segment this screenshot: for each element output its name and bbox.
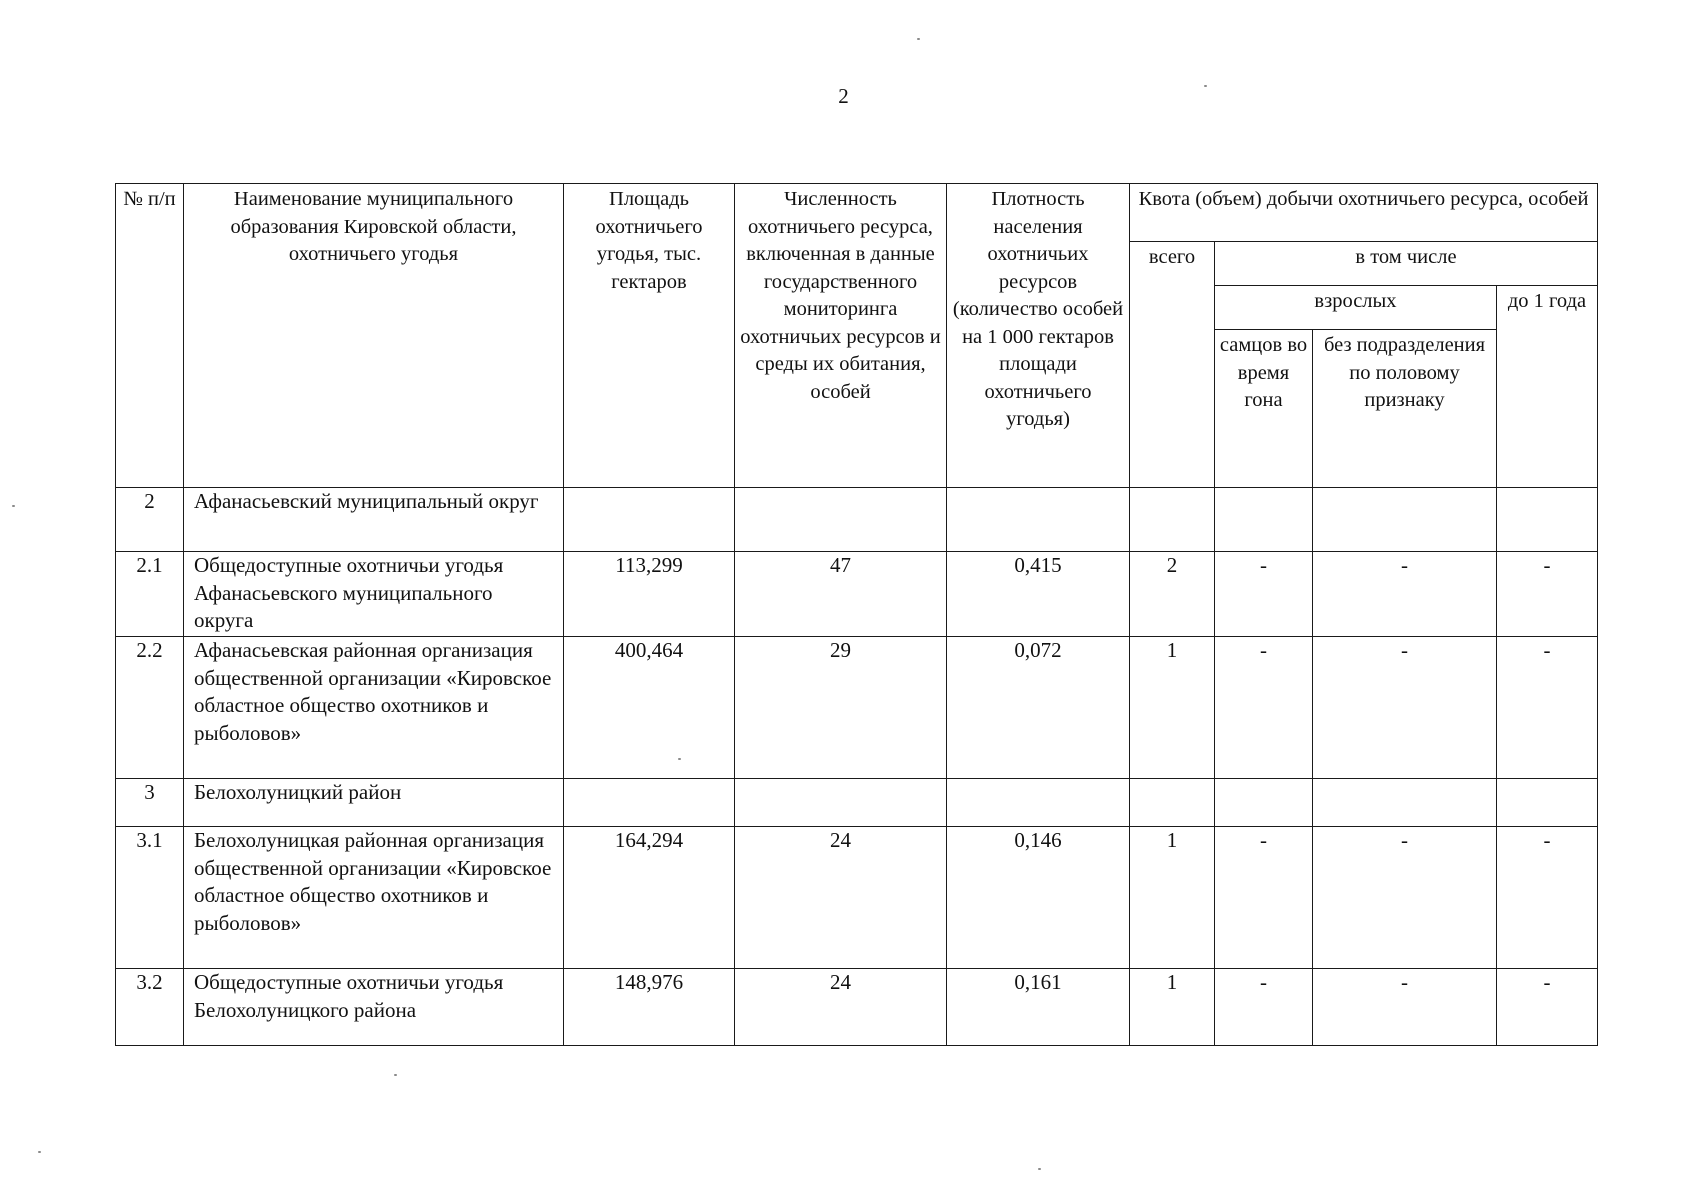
table-row [116,488,1598,552]
row-males-rut: - [1215,827,1313,969]
quota-table [115,183,1598,1046]
row-area: 400,464 [564,637,735,779]
row-total [1130,779,1215,827]
row-population [735,779,947,827]
header-population: Численность охотничьего ресурса, включенная в данные государственного мониторинга охотничьих ресурсов и среды их обитания, особей [735,184,947,488]
header-name: Наименование муниципального образования Кировской области, охотничьего угодья [184,184,564,488]
row-males-rut [1215,488,1313,552]
row-name: Афанасьевская районная организация общественной организации «Кировское областное общество охотников и рыболовов» [184,637,564,779]
row-density: 0,146 [947,827,1130,969]
header-including: в том числе [1215,242,1598,286]
row-name: Белохолуницкая районная организация общественной организации «Кировское областное общество охотников и рыболовов» [184,827,564,969]
row-males-rut: - [1215,637,1313,779]
row-under-one: - [1497,552,1598,637]
row-under-one: - [1497,969,1598,1046]
row-no-sex-division: - [1313,552,1497,637]
scan-speck [394,1074,397,1076]
table-row [116,637,1598,779]
header-males-rut: самцов во время гона [1215,330,1313,488]
row-total: 1 [1130,827,1215,969]
header-quota: Квота (объем) добычи охотничьего ресурса, особей [1130,184,1598,242]
row-num: 2.1 [116,552,184,637]
header-adults: взрослых [1215,286,1497,330]
row-density: 0,072 [947,637,1130,779]
table-row [116,969,1598,1046]
scan-speck [1038,1168,1041,1170]
row-total [1130,488,1215,552]
header-density: Плотность населения охотничьих ресурсов (количество особей на 1 000 гектаров площади охотничьего угодья) [947,184,1130,488]
row-name: Общедоступные охотничьи угодья Белохолуницкого района [184,969,564,1046]
row-under-one [1497,779,1598,827]
row-population: 24 [735,827,947,969]
row-no-sex-division [1313,779,1497,827]
row-males-rut: - [1215,969,1313,1046]
row-num: 2 [116,488,184,552]
row-density [947,779,1130,827]
row-num: 3.1 [116,827,184,969]
row-total: 2 [1130,552,1215,637]
row-males-rut: - [1215,552,1313,637]
row-no-sex-division: - [1313,827,1497,969]
row-population: 47 [735,552,947,637]
row-under-one: - [1497,827,1598,969]
row-under-one: - [1497,637,1598,779]
row-area: 164,294 [564,827,735,969]
table-row [116,552,1598,637]
header-total: всего [1130,242,1215,488]
row-population: 29 [735,637,947,779]
header-area: Площадь охотничьего угодья, тыс. гектаров [564,184,735,488]
row-total: 1 [1130,637,1215,779]
row-males-rut [1215,779,1313,827]
row-density [947,488,1130,552]
table-row [116,827,1598,969]
row-density: 0,415 [947,552,1130,637]
row-name: Общедоступные охотничьи угодья Афанасьевского муниципального округа [184,552,564,637]
row-name: Белохолуницкий район [184,779,564,827]
row-area [564,488,735,552]
row-area [564,779,735,827]
row-no-sex-division: - [1313,969,1497,1046]
row-total: 1 [1130,969,1215,1046]
row-no-sex-division: - [1313,637,1497,779]
row-area: 113,299 [564,552,735,637]
row-area: 148,976 [564,969,735,1046]
scan-speck [12,505,15,507]
header-under-one: до 1 года [1497,286,1598,488]
row-density: 0,161 [947,969,1130,1046]
row-num: 3 [116,779,184,827]
row-population [735,488,947,552]
scan-speck [917,38,920,40]
row-name: Афанасьевский муниципальный округ [184,488,564,552]
page-number: 2 [838,84,849,108]
row-num: 2.2 [116,637,184,779]
row-population: 24 [735,969,947,1046]
scan-speck [1204,85,1207,87]
header-num: № п/п [116,184,184,488]
row-under-one [1497,488,1598,552]
row-no-sex-division [1313,488,1497,552]
header-no-sex-division: без подразделения по половому признаку [1313,330,1497,488]
row-num: 3.2 [116,969,184,1046]
scan-speck [38,1151,41,1153]
table-row [116,779,1598,827]
